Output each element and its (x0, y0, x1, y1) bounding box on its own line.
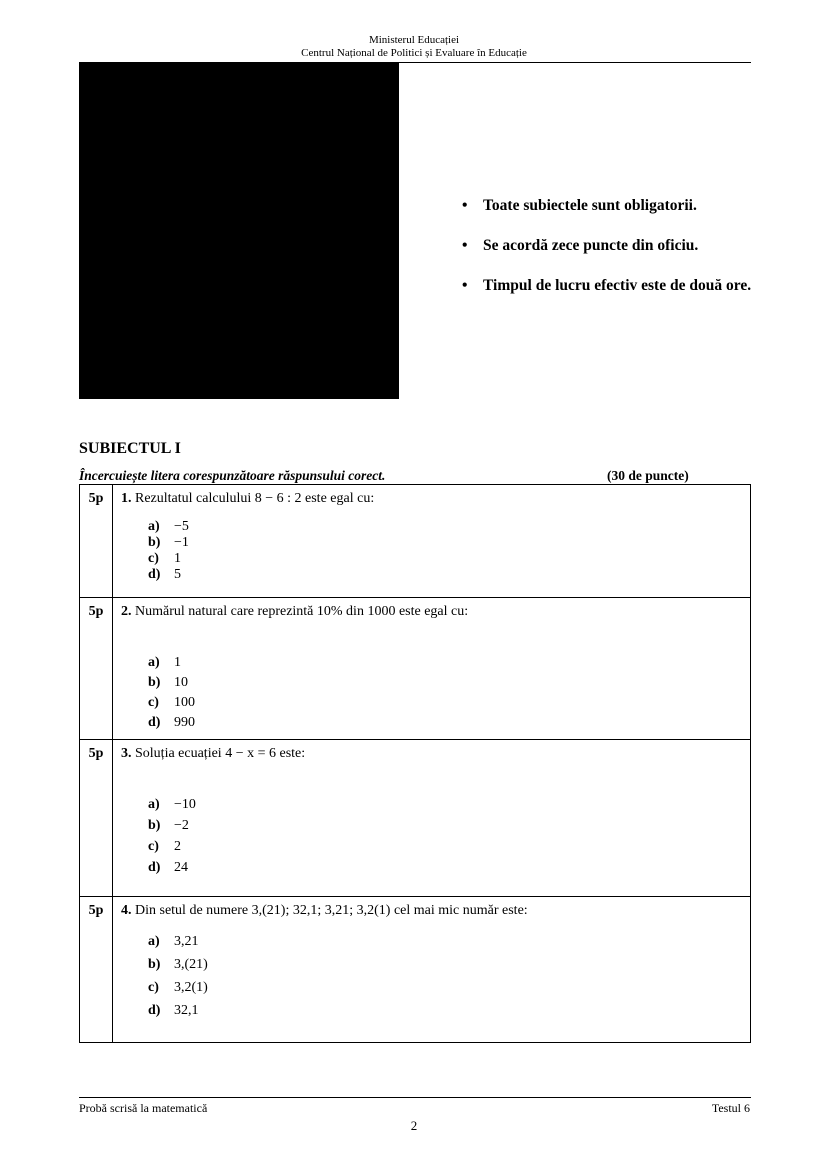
option-item[interactable]: b) −2 (148, 818, 189, 833)
options-list (121, 794, 750, 878)
question-text: Din setul de numere 3,(21); 32,1; 3,21; 3,2(1) cel mai mic număr este: (135, 903, 528, 918)
question-points: 5p (80, 897, 113, 1043)
option-item[interactable]: d) 990 (148, 715, 195, 730)
ministry-name: Ministerul Educației (368, 34, 460, 46)
footer-exam-name: Probă scrisă la matematică (79, 1101, 208, 1115)
option-item[interactable]: b) 3,(21) (148, 957, 208, 972)
question-row (80, 740, 751, 897)
question-body (113, 740, 751, 897)
options-list (121, 519, 750, 583)
subject-points: (30 de puncte) (607, 468, 689, 483)
subject-instruction: Încercuiește litera corespunzătoare răspunsului corect. (79, 468, 386, 483)
exam-rules-list (462, 196, 751, 316)
bullet-icon: • (462, 197, 468, 214)
option-item[interactable]: b) −1 (148, 535, 189, 550)
option-item[interactable]: d) 24 (148, 860, 188, 875)
questions-table (79, 484, 751, 1043)
question-body (113, 485, 751, 598)
footer-test-number: Testul 6 (711, 1101, 750, 1115)
option-item[interactable]: c) 2 (148, 839, 181, 854)
option-item[interactable]: a) −10 (148, 797, 196, 812)
option-item[interactable]: c) 3,2(1) (148, 980, 208, 995)
option-item[interactable]: d) 5 (148, 567, 181, 582)
option-item[interactable]: c) 1 (148, 551, 181, 566)
question-number: 4. (121, 903, 132, 918)
question-text: Numărul natural care reprezintă 10% din 1000 este egal cu: (135, 604, 469, 619)
question-points: 5p (80, 740, 113, 897)
bullet-icon: • (462, 237, 468, 254)
options-list (121, 930, 750, 1022)
option-item[interactable]: b) 10 (148, 675, 188, 690)
question-row (80, 598, 751, 740)
question-row (80, 897, 751, 1043)
options-list (121, 653, 750, 733)
question-points: 5p (80, 485, 113, 598)
question-body (113, 598, 751, 740)
page-number: 2 (410, 1118, 418, 1133)
question-points: 5p (80, 598, 113, 740)
footer-divider (79, 1097, 751, 1098)
question-number: 2. (121, 604, 132, 619)
question-text: Rezultatul calculului 8 − 6 : 2 este egal cu: (135, 491, 375, 506)
option-item[interactable]: c) 100 (148, 695, 195, 710)
subject-title: SUBIECTUL I (79, 440, 181, 457)
option-item[interactable]: a) 1 (148, 655, 181, 670)
question-row (80, 485, 751, 598)
rule-item: • Timpul de lucru efectiv este de două ore. (462, 277, 752, 294)
rule-item: • Se acordă zece puncte din oficiu. (462, 237, 699, 254)
question-number: 3. (121, 746, 132, 761)
rule-item: • Toate subiectele sunt obligatorii. (462, 197, 697, 214)
option-item[interactable]: d) 32,1 (148, 1003, 199, 1018)
option-item[interactable]: a) −5 (148, 519, 189, 534)
option-item[interactable]: a) 3,21 (148, 934, 199, 949)
redacted-block (79, 63, 399, 399)
question-body (113, 897, 751, 1043)
bullet-icon: • (462, 277, 468, 294)
question-number: 1. (121, 491, 132, 506)
question-text: Soluția ecuației 4 − x = 6 este: (135, 746, 306, 761)
center-name: Centrul Național de Politici și Evaluare în Educație (301, 47, 527, 59)
